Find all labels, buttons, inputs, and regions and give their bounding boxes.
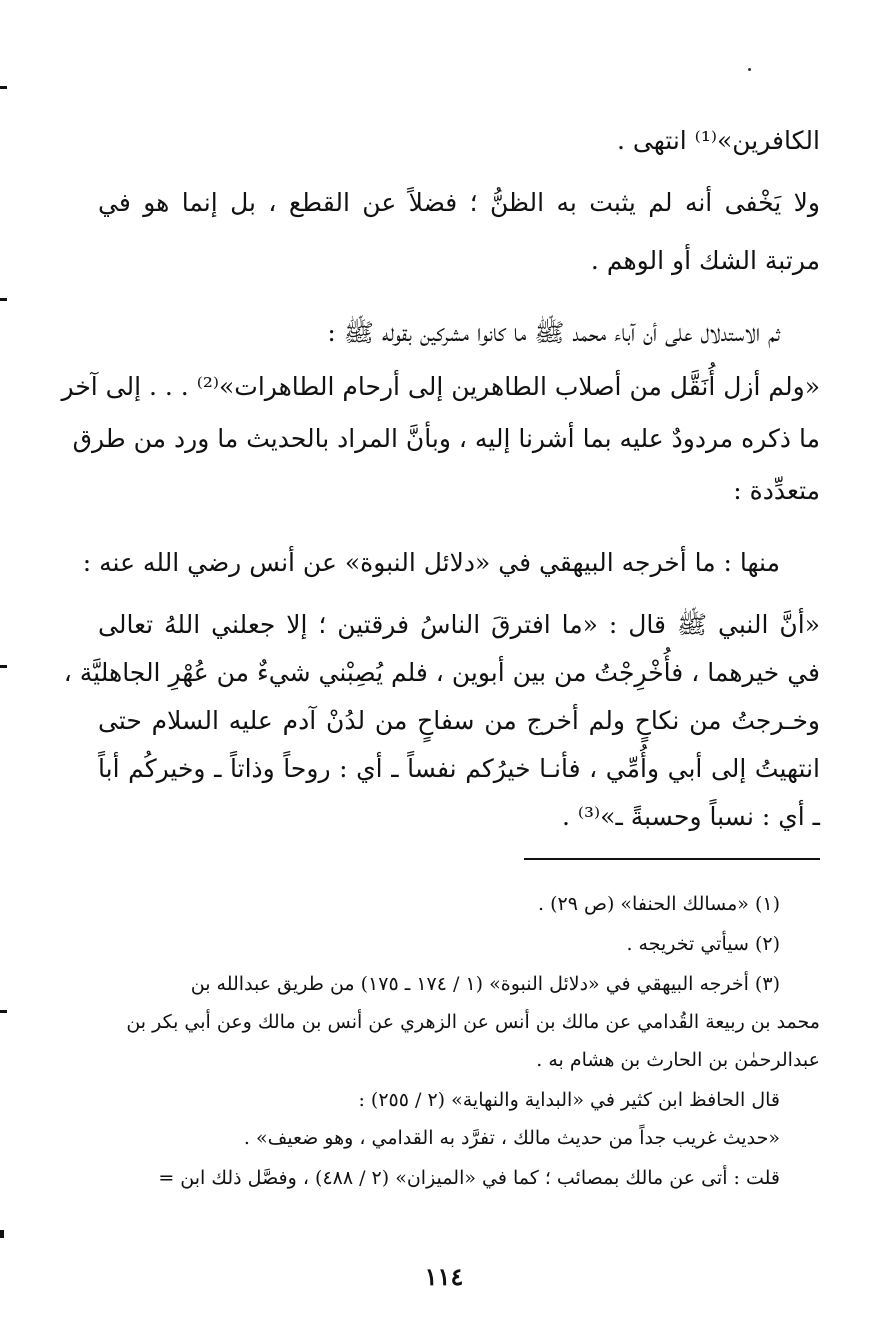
main-text — [61, 112, 820, 846]
scan-edge-mark — [0, 665, 7, 668]
footnote-line: (١) «مسالك الحنفا» (ص ٢٩) . — [538, 893, 780, 915]
main-line: ما ذكره مردودٌ عليه بما أشرنا إليه ، وبأنَّ المراد بالحديث ما ورد من طرق — [72, 424, 820, 453]
main-line: متعدِّدة : — [733, 476, 820, 505]
main-line: «ولم أزل أُنَقَّل من أصلاب الطاهرين إلى أرحام الطاهرات»⁽²⁾ . . . إلى آخر — [61, 372, 820, 401]
scan-speck — [748, 68, 751, 71]
footnote-line: (٢) سيأتي تخريجه . — [626, 933, 780, 955]
footnote-line: قال الحافظ ابن كثير في «البداية والنهاية» (٢ / ٢٥٥) : — [358, 1089, 780, 1111]
main-line: ولا يَخْفى أنه لم يثبت به الظنُّ ؛ فضلاً عن القطع ، بل إنما هو في — [98, 188, 820, 217]
footnote-line: «حديث غريب جداً من حديث مالك ، تفرَّد به القدامي ، وهو ضعيف» . — [243, 1127, 780, 1149]
scan-edge-mark — [0, 86, 7, 89]
scan-edge-mark — [0, 1230, 4, 1238]
main-line: ثم الاستدلال على أن آباء محمد ﷺ ما كانوا مشركين بقوله ﷺ : — [327, 318, 780, 347]
footnotes — [98, 886, 820, 1196]
scan-edge-mark — [0, 1010, 7, 1013]
main-line: انتهيتُ إلى أبي وأُمِّي ، فأنـا خيرُكم نفساً ـ أي : روحاً وذاتاً ـ وخيركُم أباً — [98, 754, 820, 783]
main-line: مرتبة الشك أو الوهم . — [590, 246, 820, 275]
footnote-line: محمد بن ربيعة القُدامي عن مالك بن أنس عن الزهري عن أنس بن مالك وعن أبي بكر بن — [126, 1011, 820, 1033]
scan-edge-mark — [0, 298, 7, 301]
footnote-line: (٣) أخرجه البيهقي في «دلائل النبوة» (١ / ١٧٤ ـ ١٧٥) من طريق عبدالله بن — [190, 973, 780, 995]
page-number: ١١٤ — [424, 1262, 464, 1291]
main-line: منها : ما أخرجه البيهقي في «دلائل النبوة» عن أنس رضي الله عنه : — [82, 548, 780, 577]
main-line: وخـرجتُ من نكاحٍ ولم أخرج من سفاحٍ من لدُنْ آدم عليه السلام حتى — [98, 706, 820, 735]
main-line: الكافرين»⁽¹⁾ انتهى . — [617, 126, 820, 155]
footnote-line: قلت : أتى عن مالك بمصائب ؛ كما في «الميزان» (٢ / ٤٨٨) ، وفصَّل ذلك ابن = — [158, 1167, 780, 1189]
main-line: ـ أي : نسباً وحسبةً ـ»⁽³⁾ . — [561, 802, 820, 831]
footnote-separator — [524, 858, 820, 860]
main-line: في خيرهما ، فأُخْرِجْتُ من بين أبوين ، فلم يُصِبْني شيءٌ من عُهْرِ الجاهليَّة ، — [63, 658, 820, 687]
main-line: «أنَّ النبي ﷺ قال : «ما افترقَ الناسُ فرقتين ؛ إلا جعلني اللهُ تعالى — [98, 610, 820, 639]
footnote-line: عبدالرحمٰن بن الحارث بن هشام به . — [536, 1049, 820, 1071]
